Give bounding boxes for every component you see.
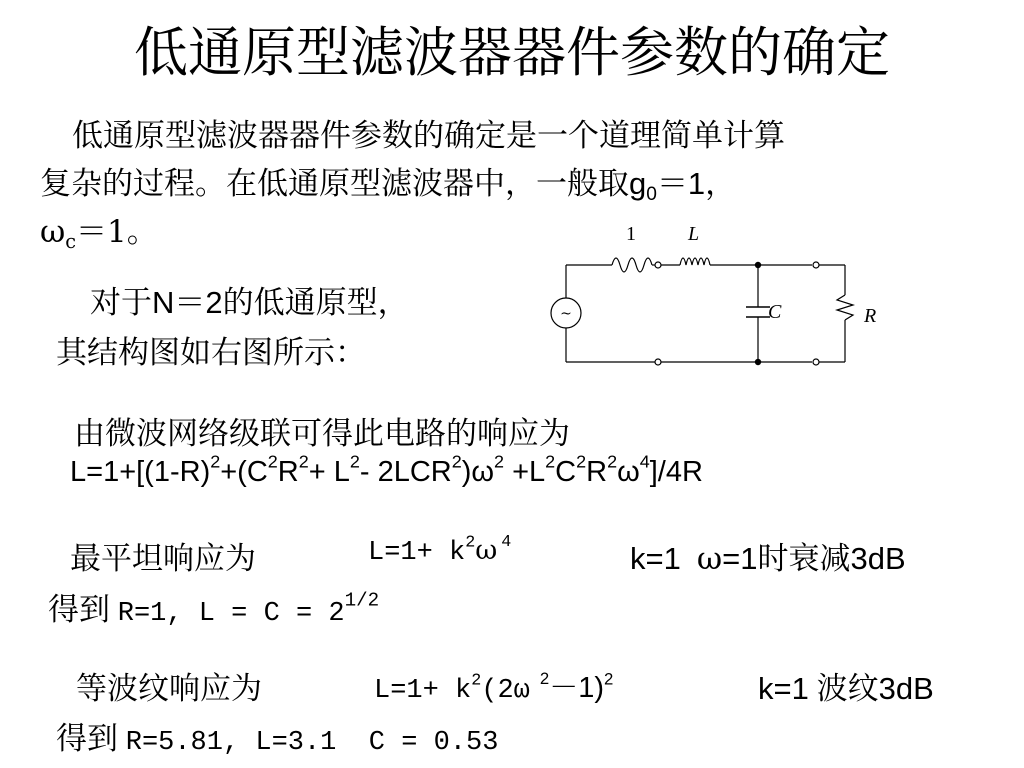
ripple-note	[758, 663, 934, 708]
source-symbol: ~	[560, 306, 572, 322]
label-inductor: L	[688, 223, 700, 245]
terminal-node	[813, 359, 819, 365]
flat-note-omega: ω	[696, 541, 723, 577]
flat-formula-sup: 2	[465, 533, 476, 553]
formula-part: + L	[308, 456, 350, 488]
g-subscript: 0	[646, 183, 657, 205]
ripple-formula-sup: 2	[471, 671, 482, 691]
formula-part: ]/4R	[649, 456, 703, 488]
formula-part: ω	[617, 456, 640, 488]
label-load: R	[864, 305, 877, 327]
page-title: 低通原型滤波器器件参数的确定	[134, 21, 890, 84]
formula-sup: 2	[349, 451, 360, 472]
flat-label: 最平坦响应为	[70, 541, 256, 577]
flat-result-value: R=1, L = C = 2	[117, 599, 345, 629]
terminal-node	[655, 359, 661, 365]
ripple-formula-sup: 2	[539, 669, 550, 689]
response-formula	[70, 451, 703, 489]
ripple-result	[56, 713, 498, 758]
structure-rest: 的低通原型，	[222, 285, 409, 321]
flat-note-k: k=1	[630, 541, 681, 576]
ripple-formula	[374, 665, 613, 706]
response-intro: 由微波网络级联可得此电路的响应为	[74, 416, 570, 452]
label-capacitor: C	[768, 301, 782, 323]
junction-dot	[755, 359, 761, 365]
omega-subscript: c	[65, 229, 77, 253]
flat-formula	[368, 535, 511, 568]
ripple-formula-part: L=1+ k	[374, 676, 472, 706]
formula-sup: 2	[451, 451, 462, 472]
terminal-node	[813, 262, 819, 268]
formula-sup: 2	[298, 451, 309, 472]
ripple-result-label: 得到	[56, 721, 118, 757]
resistor-series	[612, 258, 652, 272]
intro-line-3	[40, 206, 158, 251]
structure-for: 对于	[90, 285, 152, 321]
inductor	[680, 258, 710, 265]
formula-part: +L	[504, 456, 546, 488]
intro-line-1: 低通原型滤波器器件参数的确定是一个道理简单计算	[72, 118, 785, 154]
flat-note	[630, 533, 906, 578]
formula-sup: 2	[576, 451, 587, 472]
ripple-result-value: R=5.81, L=3.1 C = 0.53	[125, 728, 499, 758]
flat-formula-part: L=1+ k	[368, 538, 466, 568]
formula-part: +(C	[220, 456, 268, 488]
g-value: ＝1，	[656, 166, 737, 201]
formula-sup: 2	[494, 451, 505, 472]
structure-n: N＝2	[152, 285, 223, 320]
flat-result-label: 得到	[48, 592, 110, 628]
formula-sup: 2	[210, 451, 221, 472]
formula-part: )ω	[461, 456, 495, 488]
omega-value: ＝1。	[76, 214, 158, 250]
formula-part: L=1+[(1-R)	[70, 456, 211, 488]
ripple-formula-part: －1)	[549, 672, 604, 704]
flat-note-text: 时衰减	[757, 541, 851, 577]
intro-line-2-text: 复杂的过程。在低通原型滤波器中，一般取	[40, 166, 629, 202]
ripple-label: 等波纹响应为	[76, 671, 262, 707]
flat-formula-sup: 4	[501, 533, 512, 553]
junction-dot	[755, 262, 761, 268]
flat-note-db: 3dB	[850, 541, 906, 576]
ripple-note-text: 波纹	[816, 671, 879, 707]
intro-line-2	[40, 158, 736, 203]
circuit-diagram	[520, 210, 880, 380]
g-symbol: g	[629, 166, 647, 201]
formula-sup: 4	[639, 451, 650, 472]
formula-part: R	[586, 456, 608, 488]
flat-note-eq: =1	[722, 541, 758, 576]
formula-part: R	[277, 456, 299, 488]
formula-sup: 2	[545, 451, 556, 472]
formula-part: - 2LCR	[359, 456, 452, 488]
structure-line-2: 其结构图如右图所示：	[56, 335, 366, 371]
formula-sup: 2	[267, 451, 278, 472]
terminal-node	[655, 262, 661, 268]
formula-sup: 2	[607, 451, 618, 472]
flat-result-sup: 1/2	[344, 589, 380, 612]
ripple-note-k: k=1	[758, 671, 809, 706]
omega-symbol: ω	[40, 214, 66, 250]
structure-line-1	[90, 277, 409, 322]
flat-result	[48, 584, 379, 629]
resistor-load	[837, 295, 853, 320]
ripple-note-db: 3dB	[878, 671, 934, 706]
ripple-formula-sup: 2	[603, 669, 614, 689]
flat-formula-omega: ω	[475, 535, 498, 566]
formula-part: C	[555, 456, 577, 488]
ripple-formula-part: (2ω	[481, 676, 530, 706]
label-resistor-1: 1	[626, 223, 636, 245]
